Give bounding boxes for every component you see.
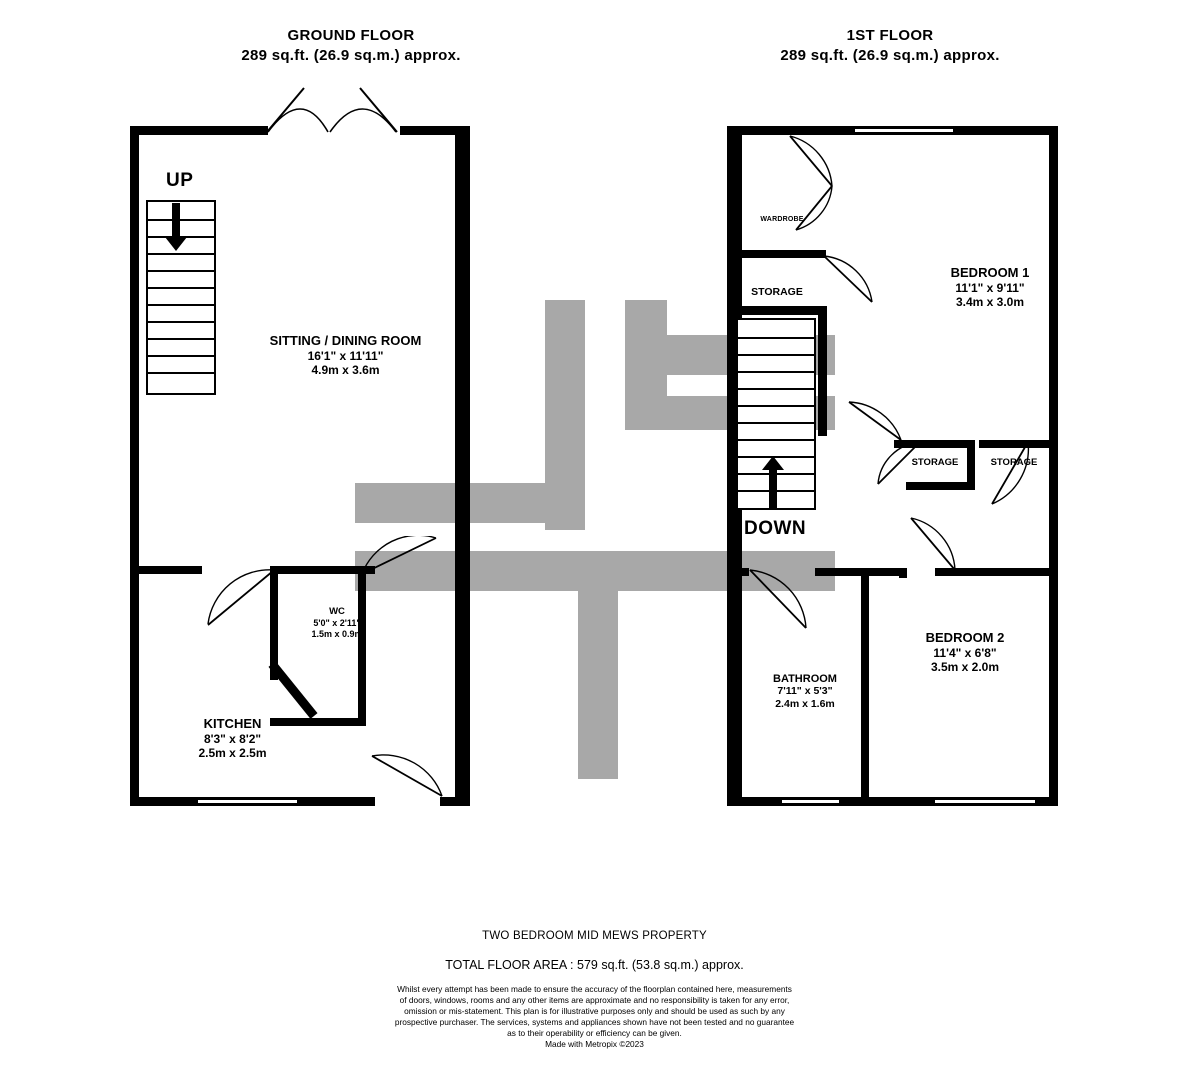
wall-bottom-mid [297,797,375,806]
window-bathroom [782,797,839,806]
room-label-bathroom [705,673,905,711]
disclaimer-line: omission or mis-statement. This plan is for illustrative purposes only and should be used as such by any [404,1006,785,1016]
window-bedroom1 [855,126,953,135]
wall-storage-bottom [736,306,826,315]
made-with-credit: Made with Metropix ©2023 [545,1039,644,1049]
room-label-sitting-dining [173,333,518,377]
wall-bottom-left [130,797,198,806]
wall-bottom-mid-1f [839,797,935,806]
wall-storage-top [736,250,826,258]
closet-name: WARDROBE [760,216,804,223]
wall-left [130,126,139,806]
closet-label-storage-landing [712,284,842,300]
door-bedroom1 [845,398,907,446]
stairs-up-label: UP [166,170,194,191]
stairs-down-arrow-head [762,456,784,470]
disclaimer [0,984,1189,1050]
room-label-kitchen [135,716,330,760]
room-name: KITCHEN [203,716,262,731]
window-kitchen [198,797,297,806]
stairs-down-arrow-shaft [769,470,777,508]
wall-bottom-left-1f [727,797,782,806]
stairs-up-arrow-shaft [172,203,180,241]
closet-name: STORAGE [990,457,1038,468]
door-bathroom [748,566,814,636]
first-floor-area: 289 sq.ft. (26.9 sq.m.) approx. [780,47,1000,64]
door-storage-right [984,440,1034,512]
room-dim-ft: 11'4" x 6'8" [933,646,997,660]
wall-stair-right [818,306,827,436]
disclaimer-line: prospective purchaser. The services, systems and appliances shown have not been tested and no guarantee [394,1017,795,1027]
door-kitchen [368,752,448,800]
disclaimer-line: of doors, windows, rooms and any other items are approximate and no responsibility is taken for any error, [399,995,790,1005]
room-name: BEDROOM 1 [950,265,1030,280]
wall-right [455,126,470,806]
door-front-leafs [262,86,402,136]
first-floor-title [665,26,1115,66]
wall-internal-left [130,566,202,574]
first-floor-title-text: 1ST FLOOR [846,27,934,44]
room-name: BATHROOM [773,673,837,685]
room-dim-ft: 16'1" x 11'11" [307,349,384,363]
disclaimer-line: Whilst every attempt has been made to ensure the accuracy of the floorplan contained here, measurements [397,984,792,994]
ground-floor-area: 289 sq.ft. (26.9 sq.m.) approx. [241,47,461,64]
total-floor-area: TOTAL FLOOR AREA : 579 sq.ft. (53.8 sq.m.) approx. [445,958,744,972]
room-label-bedroom2 [820,630,1110,674]
closet-label-storage-right [966,455,1062,471]
wall-stair-left-nub [736,306,744,314]
wall-top-right-1f [953,126,1058,135]
wall-landing-right [815,568,907,576]
room-label-wc [252,606,422,640]
room-dim-m: 2.5m x 2.5m [198,746,267,760]
room-dim-ft: 5'0" x 2'11" [313,618,361,628]
footer [0,930,1189,1050]
room-dim-m: 4.9m x 3.6m [311,363,380,377]
room-name: WC [329,606,345,617]
disclaimer-line: as to their operability or efficiency can be given. [507,1028,682,1038]
door-wc [358,536,444,578]
room-dim-m: 2.4m x 1.6m [775,698,835,710]
door-bedroom2 [905,512,963,574]
closet-label-wardrobe [712,215,852,224]
closet-name: STORAGE [751,286,803,298]
room-name: SITTING / DINING ROOM [269,333,422,348]
window-bedroom2 [935,797,1035,806]
room-label-bedroom1 [845,265,1135,309]
room-dim-ft: 7'11" x 5'3" [777,685,833,697]
wall-top-left [130,126,268,135]
room-name: BEDROOM 2 [925,630,1005,645]
wall-wc-right [358,566,366,726]
room-dim-ft: 8'3" x 8'2" [203,732,262,746]
room-dim-m: 3.5m x 2.0m [930,660,1000,674]
ground-floor-title [126,26,576,66]
room-dim-ft: 11'1" x 9'11" [955,281,1025,295]
wall-bottom-right-1f [1035,797,1058,806]
room-dim-m: 1.5m x 0.9m [311,629,363,639]
stairs-up-arrow-head [165,237,187,251]
closet-name: STORAGE [911,457,959,468]
stairs-down-label: DOWN [744,518,807,539]
ground-floor-title-text: GROUND FLOOR [287,27,415,44]
property-description: TWO BEDROOM MID MEWS PROPERTY [482,930,707,942]
wall-landing-left [727,568,749,576]
room-dim-m: 3.4m x 3.0m [955,295,1025,309]
